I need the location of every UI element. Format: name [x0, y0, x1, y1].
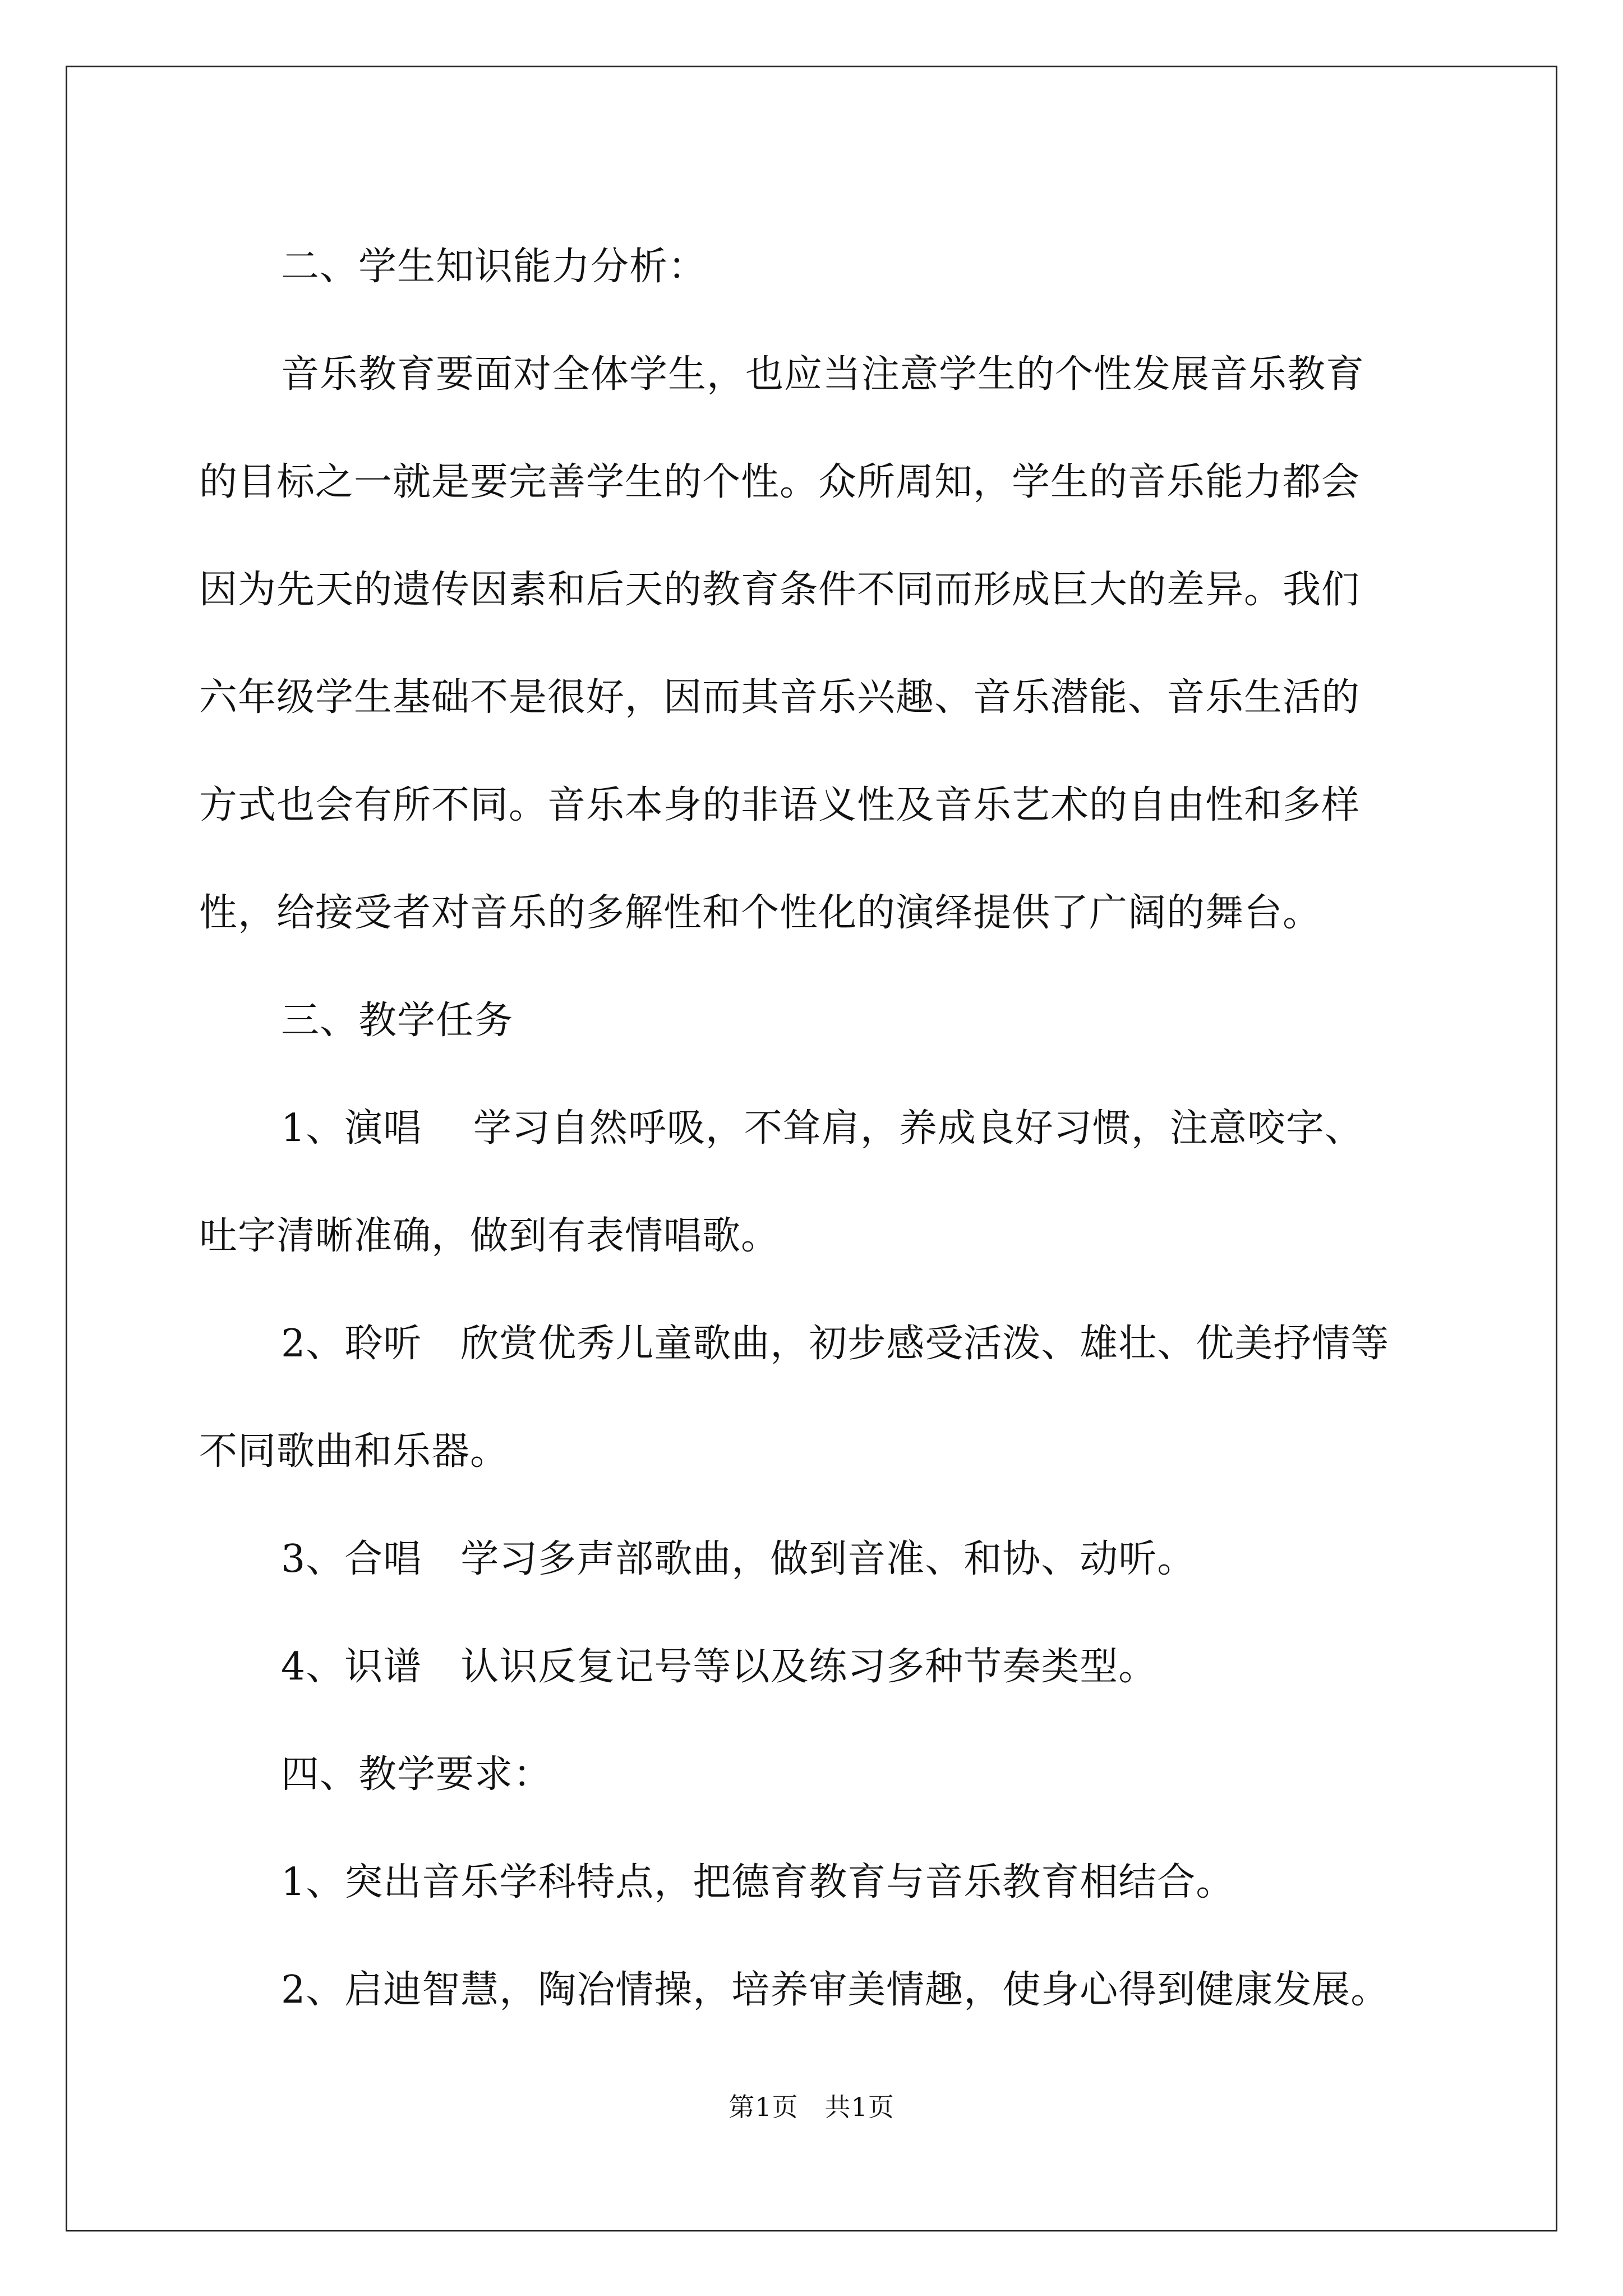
section-heading-teaching-tasks [199, 967, 1427, 1075]
paragraph-line: 2、聆听 欣赏优秀儿童歌曲，初步感受活泼、雄壮、优美抒情等 [281, 1322, 1390, 1366]
paragraph-line: 四、教学要求： [281, 1752, 552, 1797]
paragraph-line: 音乐教育要面对全体学生，也应当注意学生的个性发展音乐教育 [281, 352, 1365, 397]
paragraph-line: 1、突出音乐学科特点，把德育教育与音乐教育相结合。 [281, 1860, 1235, 1904]
paragraph-line: 因为先天的遗传因素和后天的教育条件不同而形成巨大的差异。我们 [199, 568, 1361, 612]
paragraph-line: 的目标之一就是要完善学生的个性。众所周知，学生的音乐能力都会 [199, 460, 1361, 504]
paragraph-line: 吐字清晰准确，做到有表情唱歌。 [199, 1214, 780, 1258]
paragraph-line: 性，给接受者对音乐的多解性和个性化的演绎提供了广阔的舞台。 [199, 891, 1322, 935]
paragraph-line: 六年级学生基础不是很好，因而其音乐兴趣、音乐潜能、音乐生活的 [199, 675, 1361, 720]
paragraph-student-ability [199, 321, 1427, 967]
requirement-item-2 [199, 1936, 1427, 2044]
paragraph-line: 二、学生知识能力分析： [281, 245, 707, 289]
paragraph-line: 三、教学任务 [281, 999, 514, 1043]
paragraph-line: 不同歌曲和乐器。 [199, 1429, 509, 1474]
paragraph-line: 方式也会有所不同。音乐本身的非语义性及音乐艺术的自由性和多样 [199, 783, 1361, 827]
paragraph-line: 2、启迪智慧，陶冶情操，培养审美情趣，使身心得到健康发展。 [281, 1968, 1390, 2012]
section-heading-teaching-requirements [199, 1721, 1427, 1829]
paragraph-line: 3、合唱 学习多声部歌曲，做到音准、和协、动听。 [281, 1537, 1196, 1581]
requirement-item-1 [199, 1829, 1427, 1936]
section-heading-student-ability [199, 213, 1427, 321]
paragraph-line: 1、演唱 学习自然呼吸，不耸肩，养成良好习惯，注意咬字、 [281, 1106, 1363, 1151]
paragraph-line: 4、识谱 认识反复记号等以及练习多种节奏类型。 [281, 1645, 1158, 1689]
task-item-singing [199, 1075, 1427, 1290]
task-item-chorus [199, 1506, 1427, 1613]
task-item-sight-reading [199, 1613, 1427, 1721]
page-number-footer: 第1页 共1页 [728, 2092, 895, 2122]
task-item-listening [199, 1290, 1427, 1506]
